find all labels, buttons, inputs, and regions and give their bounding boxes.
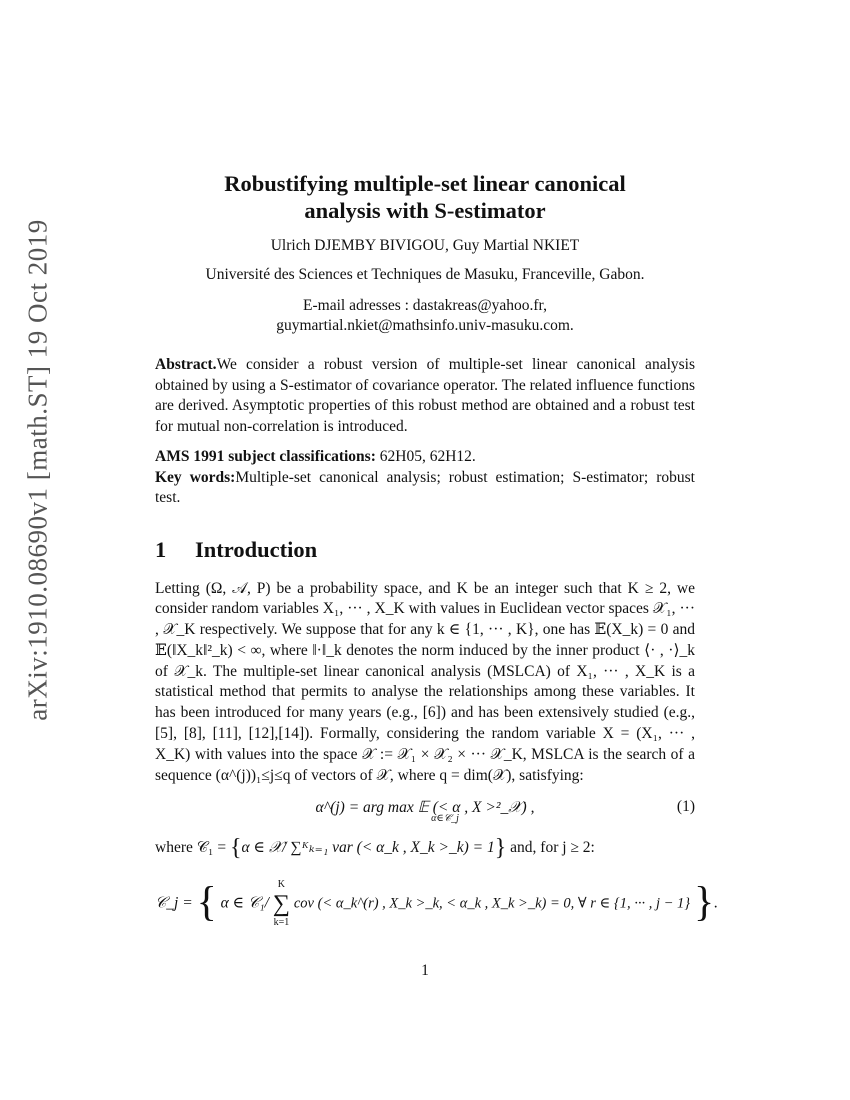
section-heading: [155, 537, 695, 563]
cj-set: α ∈ 𝒞₁/: [220, 895, 269, 913]
paper-page: [155, 170, 718, 938]
ams-classification: [155, 447, 695, 509]
abstract-text: We consider a robust version of multiple-set linear canonical analysis obtained by using a S-estimator of covariance operator. The related influence functions are derived. Asymptotic properties of this robust method are obtained and a robust test for mutual non-correlation is introduced.: [155, 356, 695, 435]
title-line-1: Robustifying multiple-set linear canonical: [224, 171, 626, 196]
authors: Ulrich DJEMBY BIVIGOU, Guy Martial NKIET: [270, 237, 580, 254]
equation-1-number: (1): [676, 798, 695, 816]
section-number: 1: [155, 536, 167, 562]
email-line-2: guymartial.nkiet@mathsinfo.univ-masuku.com.: [276, 317, 574, 334]
abstract-label: Abstract.: [155, 356, 217, 373]
c1-definition: where 𝒞₁ = {α ∈ 𝒳/ ∑ᴷₖ₌₁ var (< α_k , X_k >_k) = 1} and, for j ≥ 2:: [155, 835, 595, 862]
section-title: Introduction: [195, 536, 318, 562]
cj-sum: K ∑ k=1: [272, 879, 290, 929]
cj-sum-top: K: [277, 879, 286, 891]
abstract: [155, 355, 695, 437]
c1-suffix: and, for j ≥ 2:: [510, 839, 595, 857]
intro-paragraph: Letting (Ω, 𝒜, P) be a probability space, and K be an integer such that K ≥ 2, we consider random variables X₁, ··· , X_K with values in Euclidean vector spaces 𝒳₁, ··· , 𝒳_K respectively. We suppose that for any k ∈ {1, ··· , K}, one has 𝔼(X_k) = 0 and 𝔼(‖X_k‖²_k) < ∞, where ‖·‖_k denotes the norm induced by the inner product ⟨· , ·⟩_k of 𝒳_k. The multiple-set linear canonical analysis (MSLCA) of X₁, ··· , X_K is a statistical method that permits to analyse the relationships among these variables. It has been introduced for many years (e.g., [6]) and has been extensively studied (e.g., [5], [8], [11], [12],[14]). Formally, considering the random variable X = (X₁, ··· , X_K) with values into the space 𝒳 := 𝒳₁ × 𝒳₂ × ··· 𝒳_K, MSLCA is the search of a sequence (α^(j))₁≤j≤q of vectors of 𝒳, where q = dim(𝒳), satisfying:: [155, 579, 695, 784]
equation-1-body: α^(j) = arg max 𝔼 (< α , X >²_𝒳) ,: [315, 799, 535, 817]
cj-lhs: 𝒞_j =: [155, 895, 193, 913]
c1-body: α ∈ 𝒳/ ∑ᴷₖ₌₁ var (< α_k , X_k >_k) = 1: [241, 839, 495, 857]
email-line-1: E-mail adresses : dastakreas@yahoo.fr,: [303, 297, 547, 314]
equation-1: [155, 798, 695, 828]
cj-definition: 𝒞_j = { α ∈ 𝒞₁/ K ∑ k=1 cov (< α_k^(r) , X_k >_k, < α_k , X_k >_k) = 0, ∀ r ∈ {1, ··· , j − 1} }.: [155, 879, 718, 929]
ams-text: 62H05, 62H12.: [375, 448, 476, 465]
equation-1-subscript: α∈𝒞_j: [431, 813, 459, 825]
page-number: 1: [421, 962, 429, 979]
keywords-label: Key words:: [155, 468, 236, 486]
title-line-2: analysis with S-estimator: [304, 198, 546, 223]
paper-title: [155, 170, 695, 224]
c1-prefix: where 𝒞₁ =: [155, 839, 227, 857]
cj-body: cov (< α_k^(r) , X_k >_k, < α_k , X_k >_k) = 0, ∀ r ∈ {1, ··· , j − 1}: [293, 896, 691, 913]
affiliation: Université des Sciences et Techniques de Masuku, Franceville, Gabon.: [205, 266, 645, 283]
keywords-text: Multiple-set canonical analysis; robust estimation; S-estimator; robust test.: [155, 468, 695, 506]
ams-label: AMS 1991 subject classifications:: [155, 448, 376, 465]
arxiv-identifier-text: arXiv:1910.08690v1 [math.ST] 19 Oct 2019: [22, 219, 53, 721]
arxiv-identifier: [18, 219, 58, 721]
email-block: [155, 296, 695, 336]
cj-sum-bottom: k=1: [273, 917, 290, 929]
